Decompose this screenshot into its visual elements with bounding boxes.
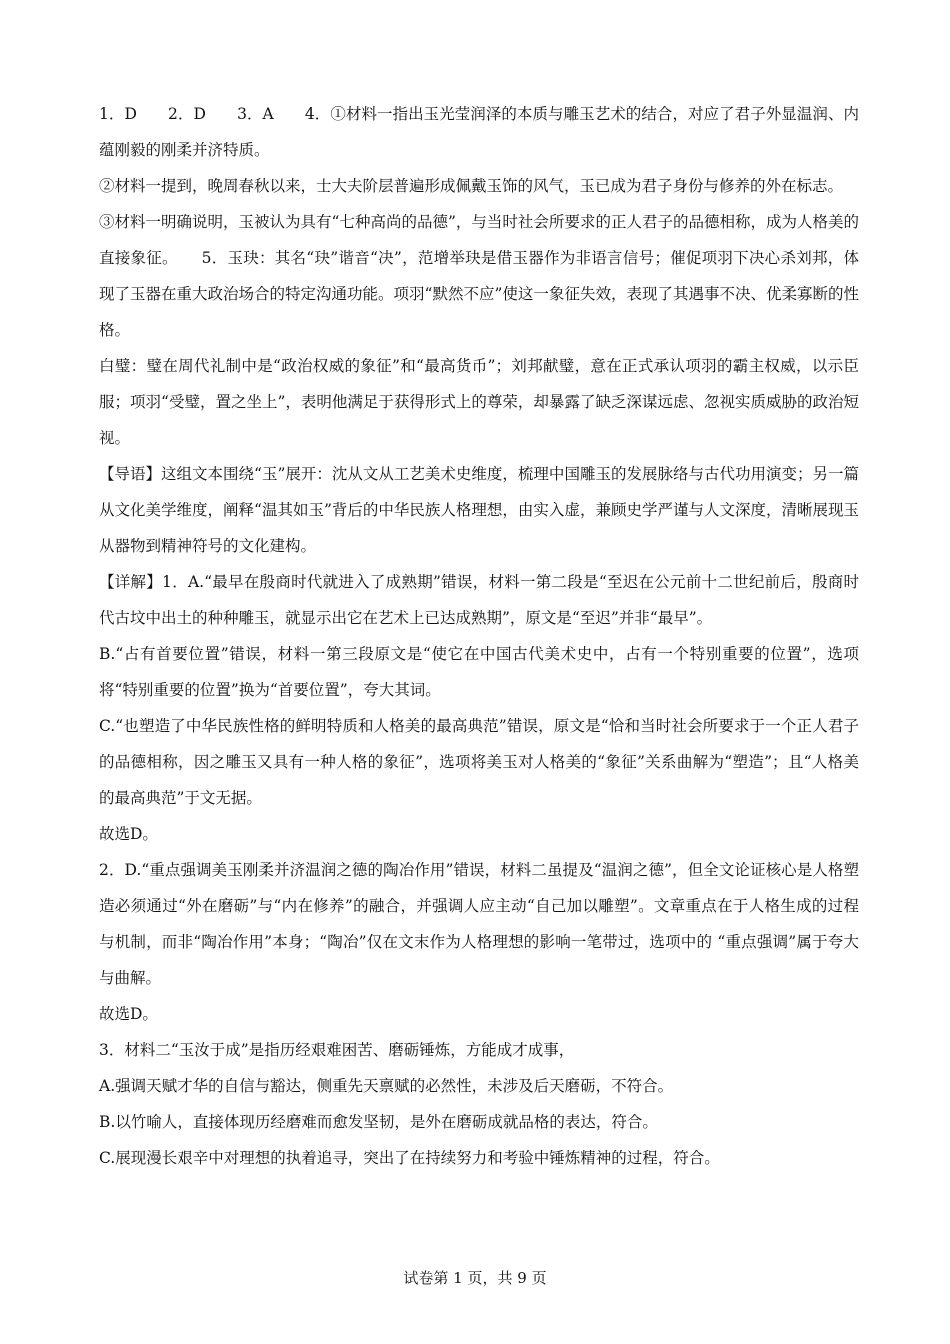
detail-paragraph-3: C.“也塑造了中华民族性格的鲜明特质和人格美的最高典范”错误，原文是“恰和当时社会所要求于一个正人君子的品德相称，因之雕玉又具有一种人格的象征”，选项将美玉对人格美的“象征”关系曲解为“塑造”；且“人格美的最高典范”于文无据。 [99,717,859,807]
answer-paragraph-1: 1．D 2．D 3．A 4．①材料一指出玉光莹润泽的本质与雕玉艺术的结合，对应了君子外显温润、内蕴刚毅的刚柔并济特质。 [99,105,859,159]
answer-paragraph-3: ③材料一明确说明，玉被认为具有“七种高尚的品德”，与当时社会所要求的正人君子的品德相称，成为人格美的直接象征。 5．玉玦：其名“玦”谐音“决”，范增举玦是借玉器作为非语言信号；催促项羽下决心杀刘邦，体现了玉器在重大政治场合的特定沟通功能。项羽“默然不应”使这一象征失效，表现了其遇事不决、优柔寡断的性格。 [99,213,859,339]
option-b: B.以竹喻人，直接体现历经磨难而愈发坚韧，是外在磨砺成就品格的表达，符合。 [99,1113,658,1131]
answer-text [99,96,859,1176]
conclusion-2: 故选D。 [99,1005,158,1023]
introduction-paragraph: 【导语】这组文本围绕“玉”展开：沈从文从工艺美术史维度，梳理中国雕玉的发展脉络与古代功用演变；另一篇从文化美学维度，阐释“温其如玉”背后的中华民族人格理想，由实入虚，兼顾史学严谨与人文深度，清晰展现玉从器物到精神符号的文化建构。 [99,465,859,555]
option-a: A.强调天赋才华的自信与豁达，侧重先天禀赋的必然性，未涉及后天磨砺，不符合。 [99,1077,674,1095]
page-footer: 试卷第 1 页，共 9 页 [403,1269,547,1287]
option-c: C.展现漫长艰辛中对理想的执着追寻，突出了在持续努力和考验中锤炼精神的过程，符合。 [99,1149,720,1167]
detail-paragraph-4: 2．D.“重点强调美玉刚柔并济温润之德的陶冶作用”错误，材料二虽提及“温润之德”，但全文论证核心是人格塑造必须通过“外在磨砺”与“内在修养”的融合，并强调人应主动“自己加以雕塑”。文章重点在于人格生成的过程与机制，而非“陶冶作用”本身；“陶冶”仅在文末作为人格理想的影响一笔带过，选项中的 “重点强调”属于夸大与曲解。 [99,861,859,987]
detail-paragraph-2: B.“占有首要位置”错误，材料一第三段原文是“使它在中国古代美术史中，占有一个特别重要的位置”，选项将“特别重要的位置”换为“首要位置”，夸大其词。 [99,645,859,699]
detail-paragraph-5: 3．材料二“玉汝于成”是指历经艰难困苦、磨砺锤炼，方能成才成事， [99,1041,575,1059]
answer-paragraph-4: 白璧：璧在周代礼制中是“政治权威的象征”和“最高货币”；刘邦献璧，意在正式承认项羽的霸主权威，以示臣服；项羽“受璧，置之坐上”，表明他满足于获得形式上的尊荣，却暴露了缺乏深谋远虑、忽视实质威胁的政治短视。 [99,357,859,447]
detail-paragraph-1: 【详解】1．A.“最早在殷商时代就进入了成熟期”错误，材料一第二段是“至迟在公元前十二世纪前后，殷商时代古坟中出土的种种雕玉，就显示出它在艺术上已达成熟期”，原文是“至迟”并非“最早”。 [99,573,859,627]
conclusion-1: 故选D。 [99,825,158,843]
answer-paragraph-2: ②材料一提到，晚周春秋以来，士大夫阶层普遍形成佩戴玉饰的风气，玉已成为君子身份与修养的外在标志。 [99,177,844,195]
